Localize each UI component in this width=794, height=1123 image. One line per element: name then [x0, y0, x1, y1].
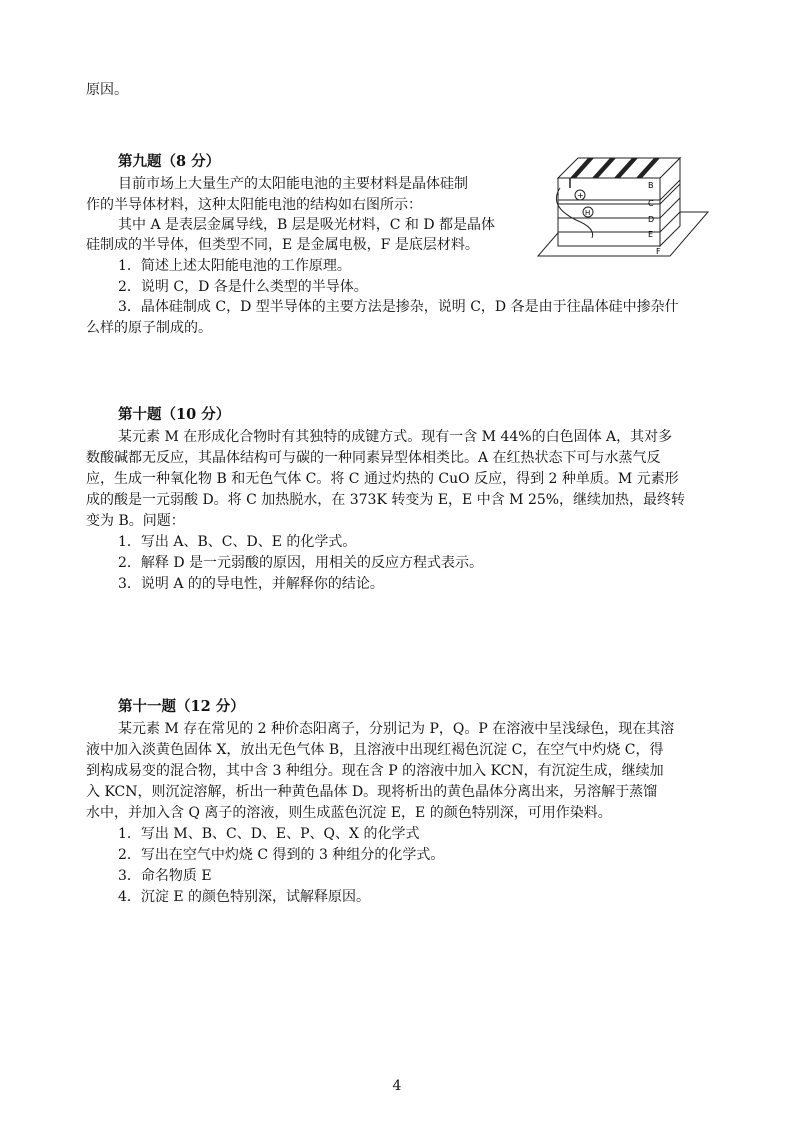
- q11-title: 第十一题（12 分）: [118, 698, 245, 715]
- q11-line: 到构成易变的混合物，其中含 3 种组分。现在含 P 的溶液中加入 KCN，有沉淀生成，继续加: [86, 763, 664, 779]
- q11-line: 水中，并加入含 Q 离子的溶液，则生成蓝色沉淀 E，E 的颜色特别深，可用作染料。: [86, 805, 612, 821]
- q9-line: 3．晶体硅制成 C，D 型半导体的主要方法是掺杂，说明 C，D 各是由于往晶体硅中掺杂什: [118, 299, 679, 315]
- label-f: F: [656, 247, 661, 256]
- q11-line: 3．命名物质 E: [118, 868, 212, 884]
- q10-line: 某元素 M 在形成化合物时有其独特的成键方式。现有一含 M 44%的白色固体 A，其对多: [118, 429, 673, 445]
- q10-line: 成的酸是一元弱酸 D。将 C 加热脱水，在 373K 转变为 E，E 中含 M 25%，继续加热，最终转: [86, 492, 686, 508]
- q9-line: 作的半导体材料，这种太阳能电池的结构如右图所示：: [86, 197, 422, 213]
- label-d: D: [648, 215, 655, 224]
- q11-line: 入 KCN，则沉淀溶解，析出一种黄色晶体 D。现将析出的黄色晶体分离出来，另溶解于蒸馏: [86, 784, 658, 800]
- q11-line: 2．写出在空气中灼烧 C 得到的 3 种组分的化学式。: [118, 847, 445, 863]
- label-b: B: [648, 181, 654, 190]
- q10-line: 应，生成一种氧化物 B 和无色气体 C。将 C 通过灼热的 CuO 反应，得到 2 种单质。M 元素形: [86, 471, 679, 487]
- q9-line: 么样的原子制成的。: [86, 320, 212, 336]
- page-number: 4: [392, 1078, 402, 1094]
- q10-line: 变为 B。问题：: [86, 513, 185, 529]
- prev-question-tail: 原因。: [86, 82, 128, 98]
- q9-line: 其中 A 是表层金属导线，B 层是吸光材料，C 和 D 都是晶体: [118, 217, 496, 233]
- label-e: E: [648, 230, 654, 239]
- q9-line: 硅制成的半导体，但类型不同，E 是金属电极，F 是底层材料。: [86, 237, 479, 253]
- q9-line: 2．说明 C，D 各是什么类型的半导体。: [118, 279, 368, 295]
- electron-symbol-label: +: [577, 191, 584, 200]
- q10-line: 1．写出 A、B、C、D、E 的化学式。: [118, 534, 357, 550]
- q9-line: 目前市场上大量生产的太阳能电池的主要材料是晶体硅制: [118, 176, 468, 192]
- q9-line: 1．简述上述太阳能电池的工作原理。: [118, 258, 351, 274]
- q10-line: 2．解释 D 是一元弱酸的原因，用相关的反应方程式表示。: [118, 555, 484, 571]
- q11-line: 4．沉淀 E 的颜色特别深，试解释原因。: [118, 889, 371, 905]
- q11-line: 某元素 M 存在常见的 2 种价态阳离子，分别记为 P，Q。P 在溶液中呈浅绿色，现在其溶: [118, 721, 675, 737]
- q10-title: 第十题（10 分）: [118, 406, 231, 423]
- q9-title: 第九题（8 分）: [118, 153, 221, 170]
- q11-line: 液中加入淡黄色固体 X，放出无色气体 B，且溶液中出现红褐色沉淀 C，在空气中灼烧 C，得: [86, 742, 664, 758]
- label-c: C: [648, 199, 654, 208]
- q10-line: 数酸碱都无反应，其晶体结构可与碳的一种同素异型体相类比。A 在红热状态下可与水蒸气反: [86, 450, 661, 466]
- q10-line: 3．说明 A 的的导电性，并解释你的结论。: [118, 576, 384, 592]
- cell-front-face: [558, 178, 660, 246]
- q11-line: 1．写出 M、B、C、D、E、P、Q、X 的化学式: [118, 826, 420, 842]
- solar-cell-diagram: [536, 148, 712, 270]
- hole-symbol-label: H: [585, 209, 591, 217]
